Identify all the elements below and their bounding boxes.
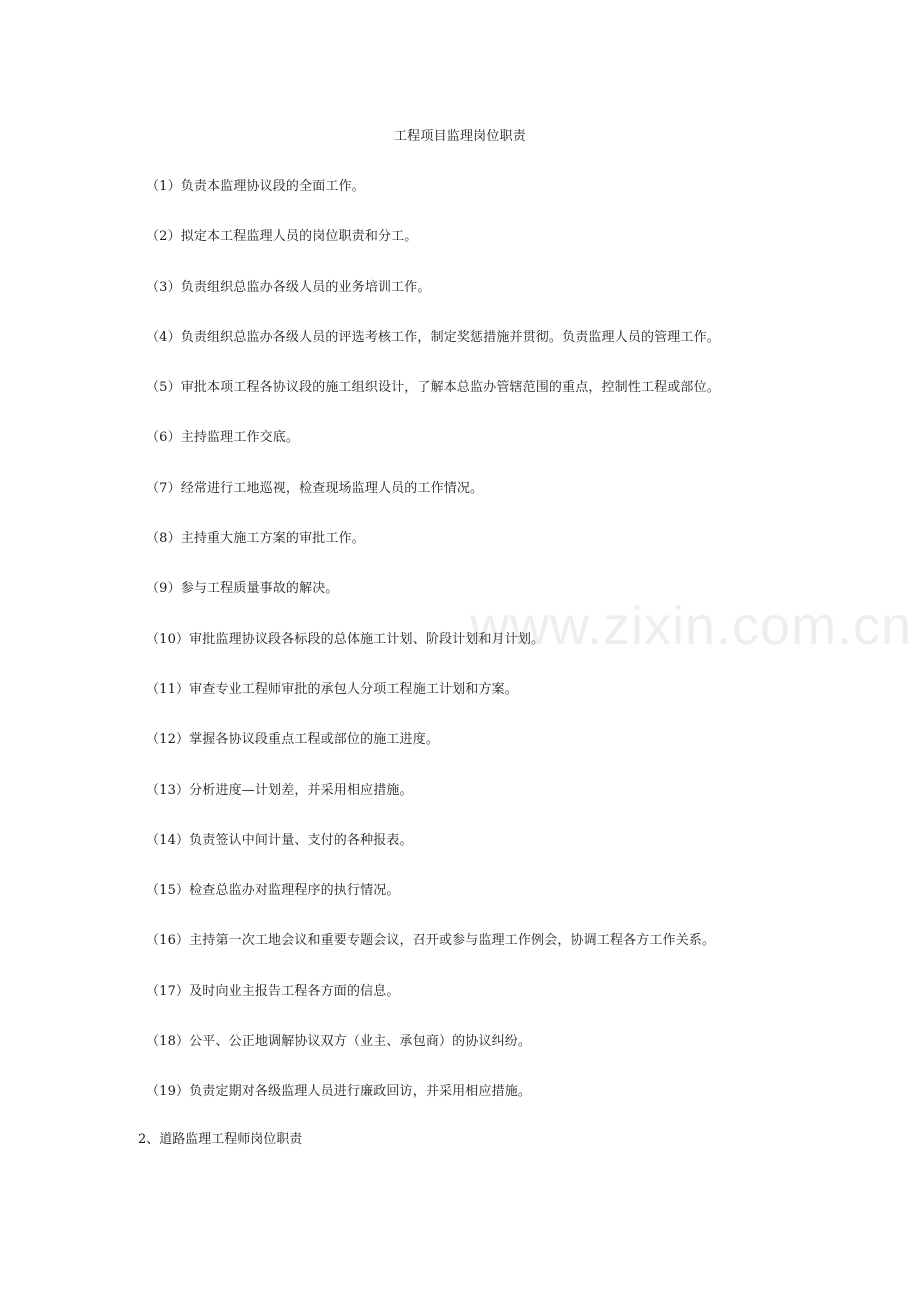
duty-item-5: （5）审批本项工程各协议段的施工组织设计，了解本总监办管辖范围的重点，控制性工程或部位。 [146,380,720,396]
duty-item-14: （14）负责签认中间计量、支付的各种报表。 [146,832,413,848]
duty-item-16: （16）主持第一次工地会议和重要专题会议，召开或参与监理工作例会，协调工程各方工作关系。 [146,933,716,949]
duty-item-2: （2）拟定本工程监理人员的岗位职责和分工。 [146,229,418,245]
duty-item-6: （6）主持监理工作交底。 [146,430,300,446]
duty-item-1: （1）负责本监理协议段的全面工作。 [146,179,365,194]
duty-item-3: （3）负责组织总监办各级人员的业务培训工作。 [146,279,431,295]
duty-item-9: （9）参与工程质量事故的解决。 [146,581,339,597]
duty-item-7: （7）经常进行工地巡视，检查现场监理人员的工作情况。 [146,480,484,496]
document-title: 工程项目监理岗位职责 [393,129,526,144]
duty-item-17: （17）及时向业主报告工程各方面的信息。 [146,983,400,999]
duty-item-15: （15）检查总监办对监理程序的执行情况。 [146,883,400,899]
duty-item-10: （10）审批监理协议段各标段的总体施工计划、阶段计划和月计划。 [146,631,545,647]
duty-item-13: （13）分析进度—计划差，并采用相应措施。 [146,782,413,798]
duty-list [146,176,786,1132]
section-heading: 2、道路监理工程师岗位职责 [138,1132,303,1147]
duty-item-18: （18）公平、公正地调解协议双方（业主、承包商）的协议纠纷。 [146,1034,532,1050]
duty-item-12: （12）掌握各协议段重点工程或部位的施工进度。 [146,732,439,748]
duty-item-19: （19）负责定期对各级监理人员进行廉政回访，并采用相应措施。 [146,1084,532,1100]
duty-item-4: （4）负责组织总监办各级人员的评选考核工作，制定奖惩措施并贯彻。负责监理人员的管理工作。 [146,329,720,345]
duty-item-11: （11）审查专业工程师审批的承包人分项工程施工计划和方案。 [146,681,518,697]
watermark: www.zixin.com.cn [470,596,913,656]
duty-item-8: （8）主持重大施工方案的审批工作。 [146,531,365,547]
